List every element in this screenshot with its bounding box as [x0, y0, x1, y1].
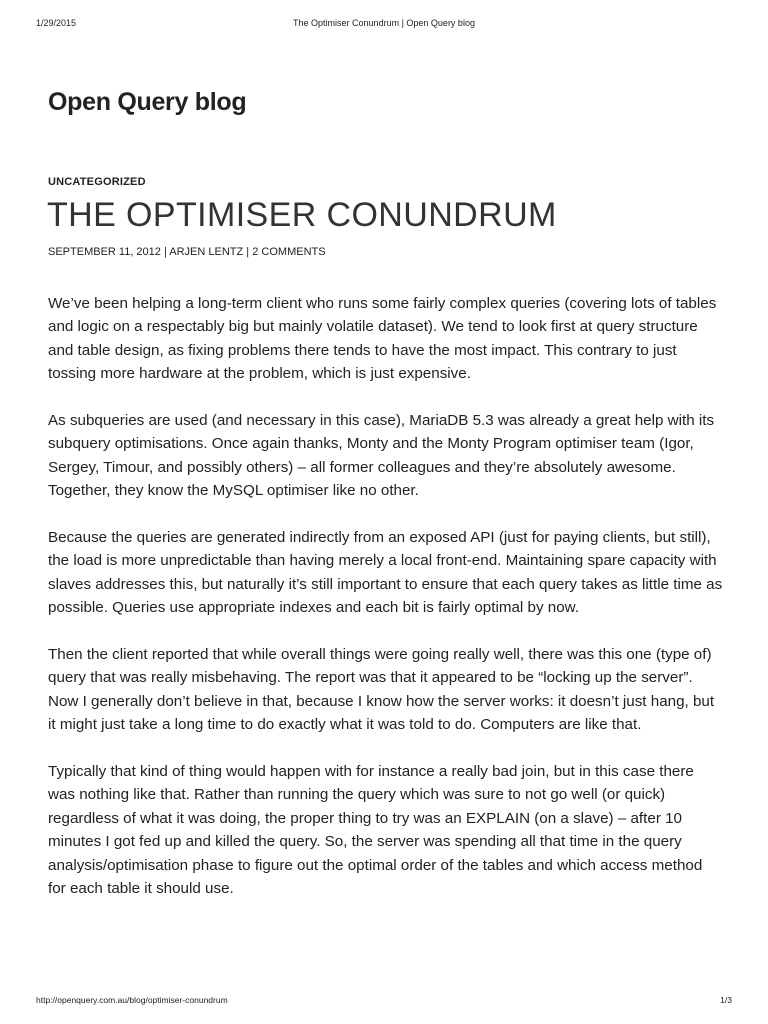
post-category-link[interactable]: UNCATEGORIZED	[48, 176, 146, 188]
post-content	[48, 292, 724, 924]
print-url: http://openquery.com.au/blog/optimiser-conundrum	[36, 995, 228, 1005]
post-paragraph: As subqueries are used (and necessary in this case), MariaDB 5.3 was already a great help with its subquery optimisations. Once again thanks, Monty and the Monty Program optimiser team (Igor, Sergey, Timour, and possibly others) – all former colleagues and they’re absolutely awesome. Together, they know the MySQL optimiser like no other.	[48, 412, 715, 500]
post-title: THE OPTIMISER CONUNDRUM	[47, 196, 557, 234]
meta-separator: |	[243, 246, 253, 258]
print-date: 1/29/2015	[36, 18, 77, 28]
print-page-number: 1/3	[720, 995, 732, 1005]
post-author-link[interactable]: ARJEN LENTZ	[169, 246, 244, 258]
meta-separator: |	[160, 246, 170, 258]
post-comments-link[interactable]: 2 COMMENTS	[252, 246, 326, 258]
post-paragraph: Then the client reported that while overall things were going really well, there was this one (type of) query that was really misbehaving. The report was that it appeared to be “locking up the server”. Now I generally don’t believe in that, because I know how the server works: it doesn’t just hang, but it might just take a long time to do exactly what it was told to do. Computers are like that.	[48, 646, 715, 734]
post-paragraph: Typically that kind of thing would happen with for instance a really bad join, but in this case there was nothing like that. Rather than running the query which was sure to not go well (or quick) regardless of what it was doing, the proper thing to try was an EXPLAIN (on a slave) – after 10 minutes I got fed up and killed the query. So, the server was spending all that time in the query analysis/optimisation phase to figure out the optimal order of the tables and which access method for each table it should use.	[48, 763, 703, 898]
print-footer	[36, 995, 732, 1007]
site-title-link[interactable]: Open Query blog	[48, 88, 247, 116]
print-header	[36, 18, 732, 32]
post-paragraph: We’ve been helping a long-term client who runs some fairly complex queries (covering lots of tables and logic on a respectably big but mainly volatile dataset). We tend to look first at query structure and table design, as fixing problems there tends to have the most impact. This contrary to just tossing more hardware at the problem, which is just expensive.	[48, 295, 717, 383]
print-document-title: The Optimiser Conundrum | Open Query blog	[293, 18, 475, 28]
post-meta	[48, 246, 326, 258]
post-paragraph: Because the queries are generated indirectly from an exposed API (just for paying clients, but still), the load is more unpredictable than having merely a local front-end. Maintaining spare capacity with slaves addresses this, but naturally it’s still important to ensure that each query takes as little time as possible. Queries use appropriate indexes and each bit is fairly optimal by now.	[48, 529, 723, 617]
post-date[interactable]: SEPTEMBER 11, 2012	[48, 246, 161, 258]
